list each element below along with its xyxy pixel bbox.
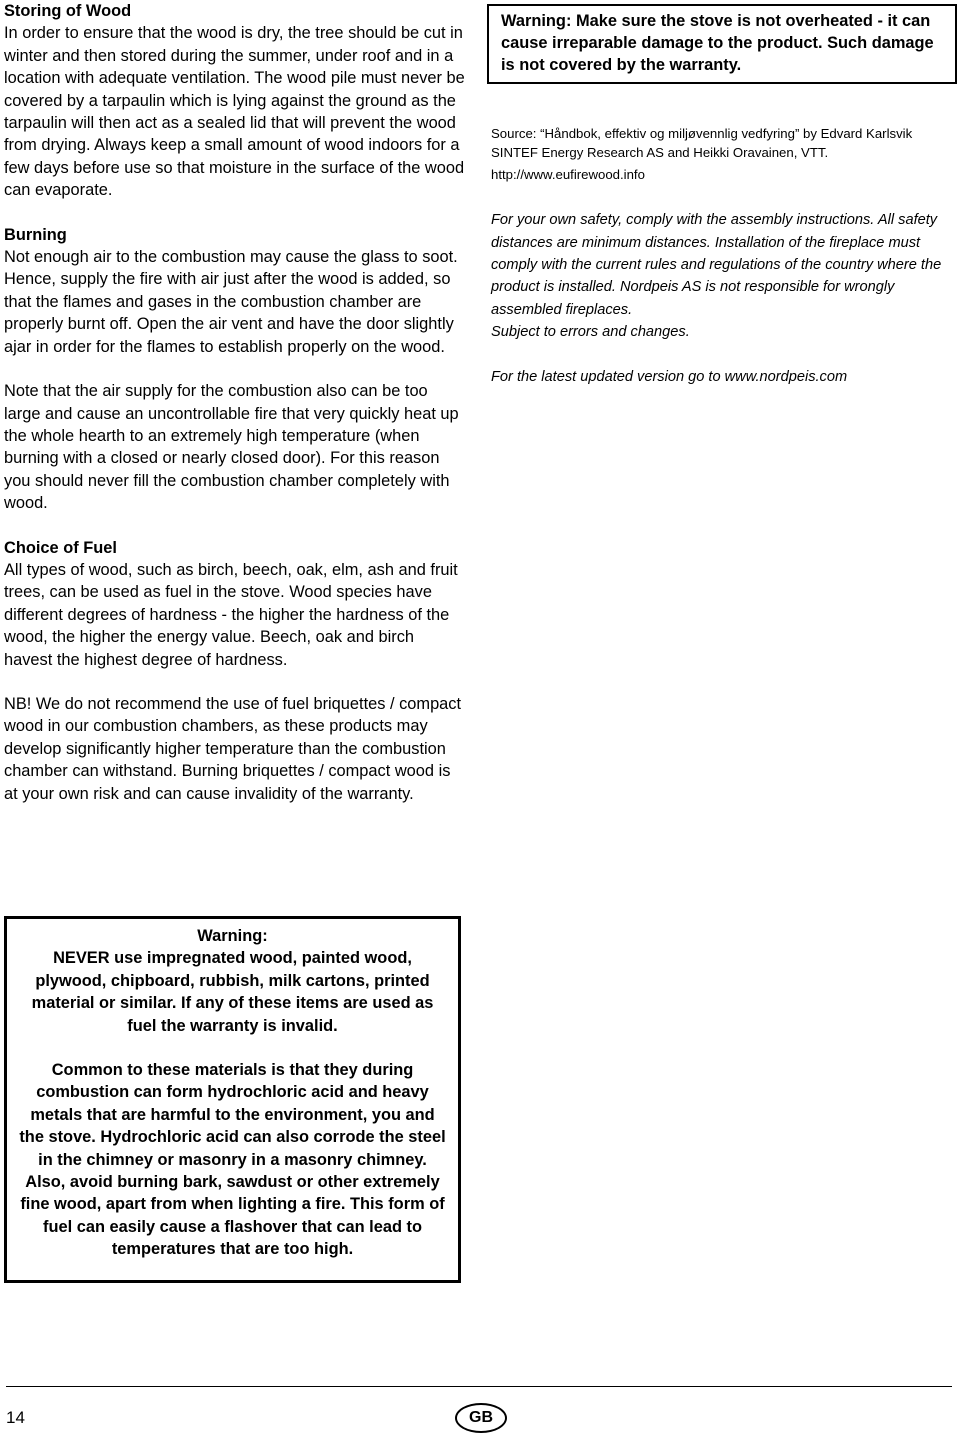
burning-body: Not enough air to the combustion may cause the glass to soot. Hence, supply the fire with air just after the wood is added, so that the flames and gases in the combustion chamber are properly burnt off. Open the air vent and have the door slightly ajar in order for the flames to establish properly on the wood. xyxy=(4,248,458,356)
errors-text: Subject to errors and changes. xyxy=(491,324,690,341)
latest-version-text: For the latest updated version go to www.nordpeis.com xyxy=(491,368,848,385)
right-column xyxy=(487,0,957,388)
overheat-warning-text: Warning: Make sure the stove is not overheated - it can cause irreparable damage to the product. Such damage is not covered by the warranty. xyxy=(501,12,934,75)
burning-heading: Burning xyxy=(4,225,67,244)
country-badge: GB xyxy=(455,1403,507,1433)
fuel-nb: NB! We do not recommend the use of fuel briquettes / compact wood in our combustion chambers, as these products may develop significantly higher temperature than the combustion chamber can withstand. Burning briquettes / compact wood is at your own risk and can cause invalidity of the warranty. xyxy=(4,694,462,803)
fuel-warning-detail: Common to these materials is that they during combustion can form hydrochloric acid and heavy metals that are harmful to the environment, you and the stove. Hydrochloric acid can also corrode the steel in the chimney or masonry in a masonry chimney. Also, avoid burning bark, sawdust or other extremely fine wood, apart from when lighting a fire. This form of fuel can easily cause a flashover that can lead to temperatures that are too high. xyxy=(19,1061,446,1259)
page-number: 14 xyxy=(6,1408,25,1427)
fuel-warning-title: Warning: xyxy=(197,927,268,945)
burning-note: Note that the air supply for the combustion also can be too large and cause an uncontrollable fire that very quickly heat up the whole hearth to an extremely high temperature (when burning with a closed or nearly closed door). For this reason you should never fill the combustion chamber completely with wood. xyxy=(4,382,459,513)
storing-body: In order to ensure that the wood is dry, the tree should be cut in winter and then stored during the summer, under roof and in a location with adequate ventilation. The wood pile must never be covered by a tarpaulin which is lying against the ground as the tarpaulin will then act as a sealed lid that will prevent the wood from drying. Always keep a small amount of wood indoors for a few days before use so that moisture in the surface of the wood can evaporate. xyxy=(4,24,465,200)
source-text: Source: “Håndbok, effektiv og miljøvennlig vedfyring” by Edvard Karlsvik SINTEF Energy Research AS and Heikki Oravainen, VTT. xyxy=(491,125,913,160)
source-url: http://www.eufirewood.info xyxy=(491,167,645,183)
safety-notice xyxy=(487,209,957,388)
fuel-heading: Choice of Fuel xyxy=(4,538,117,557)
fuel-warning-text: NEVER use impregnated wood, painted wood, plywood, chipboard, rubbish, milk cartons, printed material or similar. If any of these items are used as fuel the warranty is invalid. xyxy=(31,949,434,1035)
left-column xyxy=(4,0,466,805)
storing-heading: Storing of Wood xyxy=(4,2,132,20)
safety-text: For your own safety, comply with the assembly instructions. All safety distances are minimum distances. Installation of the fireplace must comply with the current rules and regulations of the country where the product is installed. Nordpeis AS is not responsible for wrongly assembled fireplaces. xyxy=(491,212,942,318)
source-block xyxy=(487,124,957,185)
footer-divider xyxy=(6,1386,952,1387)
overheat-warning-box xyxy=(487,4,957,84)
fuel-warning-box xyxy=(4,916,461,1283)
fuel-body: All types of wood, such as birch, beech, oak, elm, ash and fruit trees, can be used as fuel in the stove. Wood species have different degrees of hardness - the higher the hardness of the wood, the higher the energy value. Beech, oak and birch havest the highest degree of hardness. xyxy=(4,560,458,669)
